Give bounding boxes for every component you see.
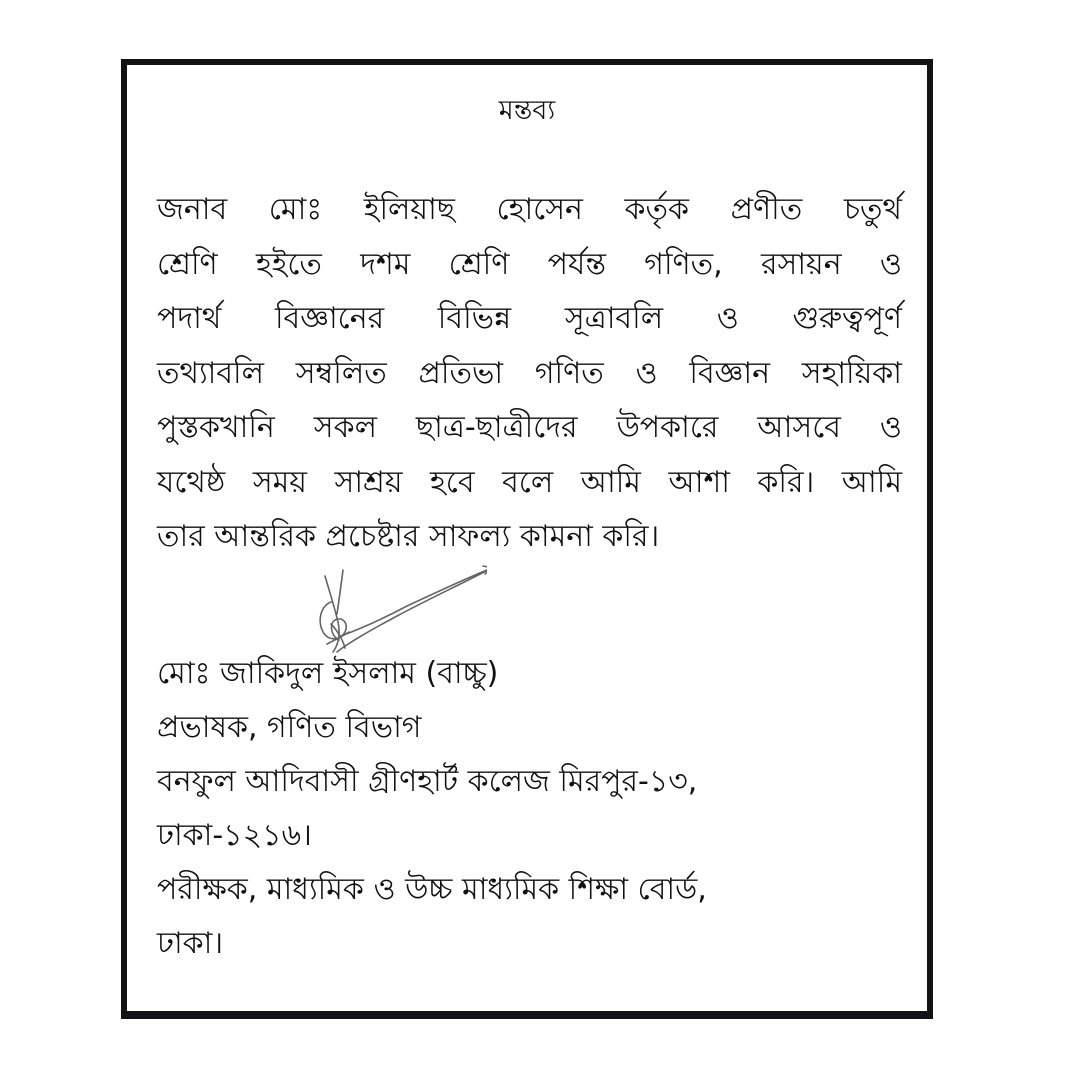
paragraph-line: শ্রেণি হইতে দশম শ্রেণি পর্যন্ত গণিত, রসায়ন ও bbox=[157, 246, 902, 282]
paragraph-line: তার আন্তরিক প্রচেষ্টার সাফল্য কামনা করি। bbox=[157, 519, 660, 554]
signatory-name: মোঃ জাকিদুল ইসলাম (বাচ্চু) bbox=[157, 656, 499, 691]
signatory-designation: প্রভাষক, গণিত বিভাগ bbox=[157, 710, 422, 745]
document-frame bbox=[121, 59, 933, 1019]
paragraph-line: পুস্তকখানি সকল ছাত্র-ছাত্রীদের উপকারে আসবে ও bbox=[157, 410, 902, 445]
paragraph-line: তথ্যাবলি সম্বলিত প্রতিভা গণিত ও বিজ্ঞান সহায়িকা bbox=[157, 355, 902, 391]
paragraph-line: জনাব মোঃ ইলিয়াছ হোসেন কর্তৃক প্রণীত চতুর্থ bbox=[157, 192, 902, 227]
paragraph-line: পদার্থ বিজ্ঞানের বিভিন্ন সূত্রাবলি ও গুরুত্বপূর্ণ bbox=[157, 301, 902, 336]
signatory-role: পরীক্ষক, মাধ্যমিক ও উচ্চ মাধ্যমিক শিক্ষা বোর্ড, bbox=[157, 872, 707, 907]
signatory-role-city: ঢাকা। bbox=[157, 926, 224, 961]
signatory-institution: বনফুল আদিবাসী গ্রীণহার্ট কলেজ মিরপুর-১৩, bbox=[157, 764, 698, 799]
comment-paragraph bbox=[157, 183, 902, 565]
signatory-institution-address: ঢাকা-১২১৬। bbox=[157, 818, 312, 853]
signatory-block bbox=[157, 647, 707, 971]
document-title: মন্তব্য bbox=[498, 95, 556, 126]
paragraph-line: যথেষ্ঠ সময় সাশ্রয় হবে বলে আমি আশা করি। আমি bbox=[157, 464, 902, 500]
